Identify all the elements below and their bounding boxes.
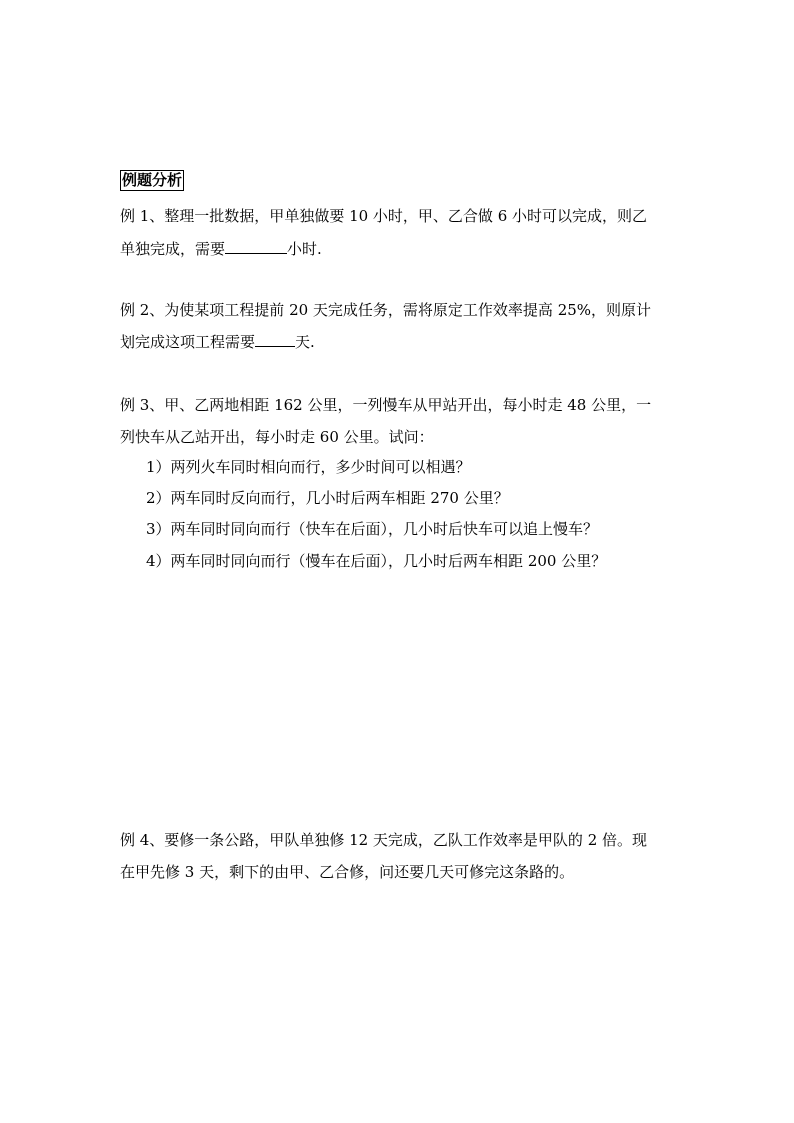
example-2-text-after-blank: 天.: [295, 333, 315, 351]
example-3-question-1: 1）两列火车同时相向而行，多少时间可以相遇？: [146, 458, 471, 476]
example-1-line-1: 例 1、整理一批数据，甲单独做要 10 小时，甲、乙合做 6 小时可以完成，则乙: [120, 207, 648, 225]
section-heading: 例题分析: [122, 171, 183, 189]
example-1-text-before-blank: 单独完成，需要: [120, 240, 226, 258]
example-3-question-4: 4）两车同时同向而行（慢车在后面），几小时后两车相距 200 公里？: [146, 552, 607, 570]
example-1-answer-blank: [225, 239, 287, 254]
example-3-line-1: 例 3、甲、乙两地相距 162 公里，一列慢车从甲站开出，每小时走 48 公里，一: [120, 396, 652, 414]
example-3-question-2: 2）两车同时反向而行，几小时后两车相距 270 公里？: [146, 489, 509, 507]
example-4-line-1: 例 4、要修一条公路，甲队单独修 12 天完成，乙队工作效率是甲队的 2 倍。现: [120, 831, 648, 849]
example-1-line-2: [120, 239, 322, 259]
example-3-question-3: 3）两车同时同向而行（快车在后面），几小时后快车可以追上慢车？: [146, 520, 599, 538]
example-2-line-1: 例 2、为使某项工程提前 20 天完成任务，需将原定工作效率提高 25%，则原计: [120, 301, 652, 319]
example-2-answer-blank: [255, 332, 295, 347]
example-1-text-after-blank: 小时.: [287, 240, 322, 258]
example-3-line-2: 列快车从乙站开出，每小时走 60 公里。试问：: [120, 428, 434, 446]
example-2-text-before-blank: 划完成这项工程需要: [120, 333, 256, 351]
example-2-line-2: [120, 332, 315, 352]
example-4-line-2: 在甲先修 3 天，剩下的由甲、乙合修，问还要几天可修完这条路的。: [120, 863, 575, 881]
